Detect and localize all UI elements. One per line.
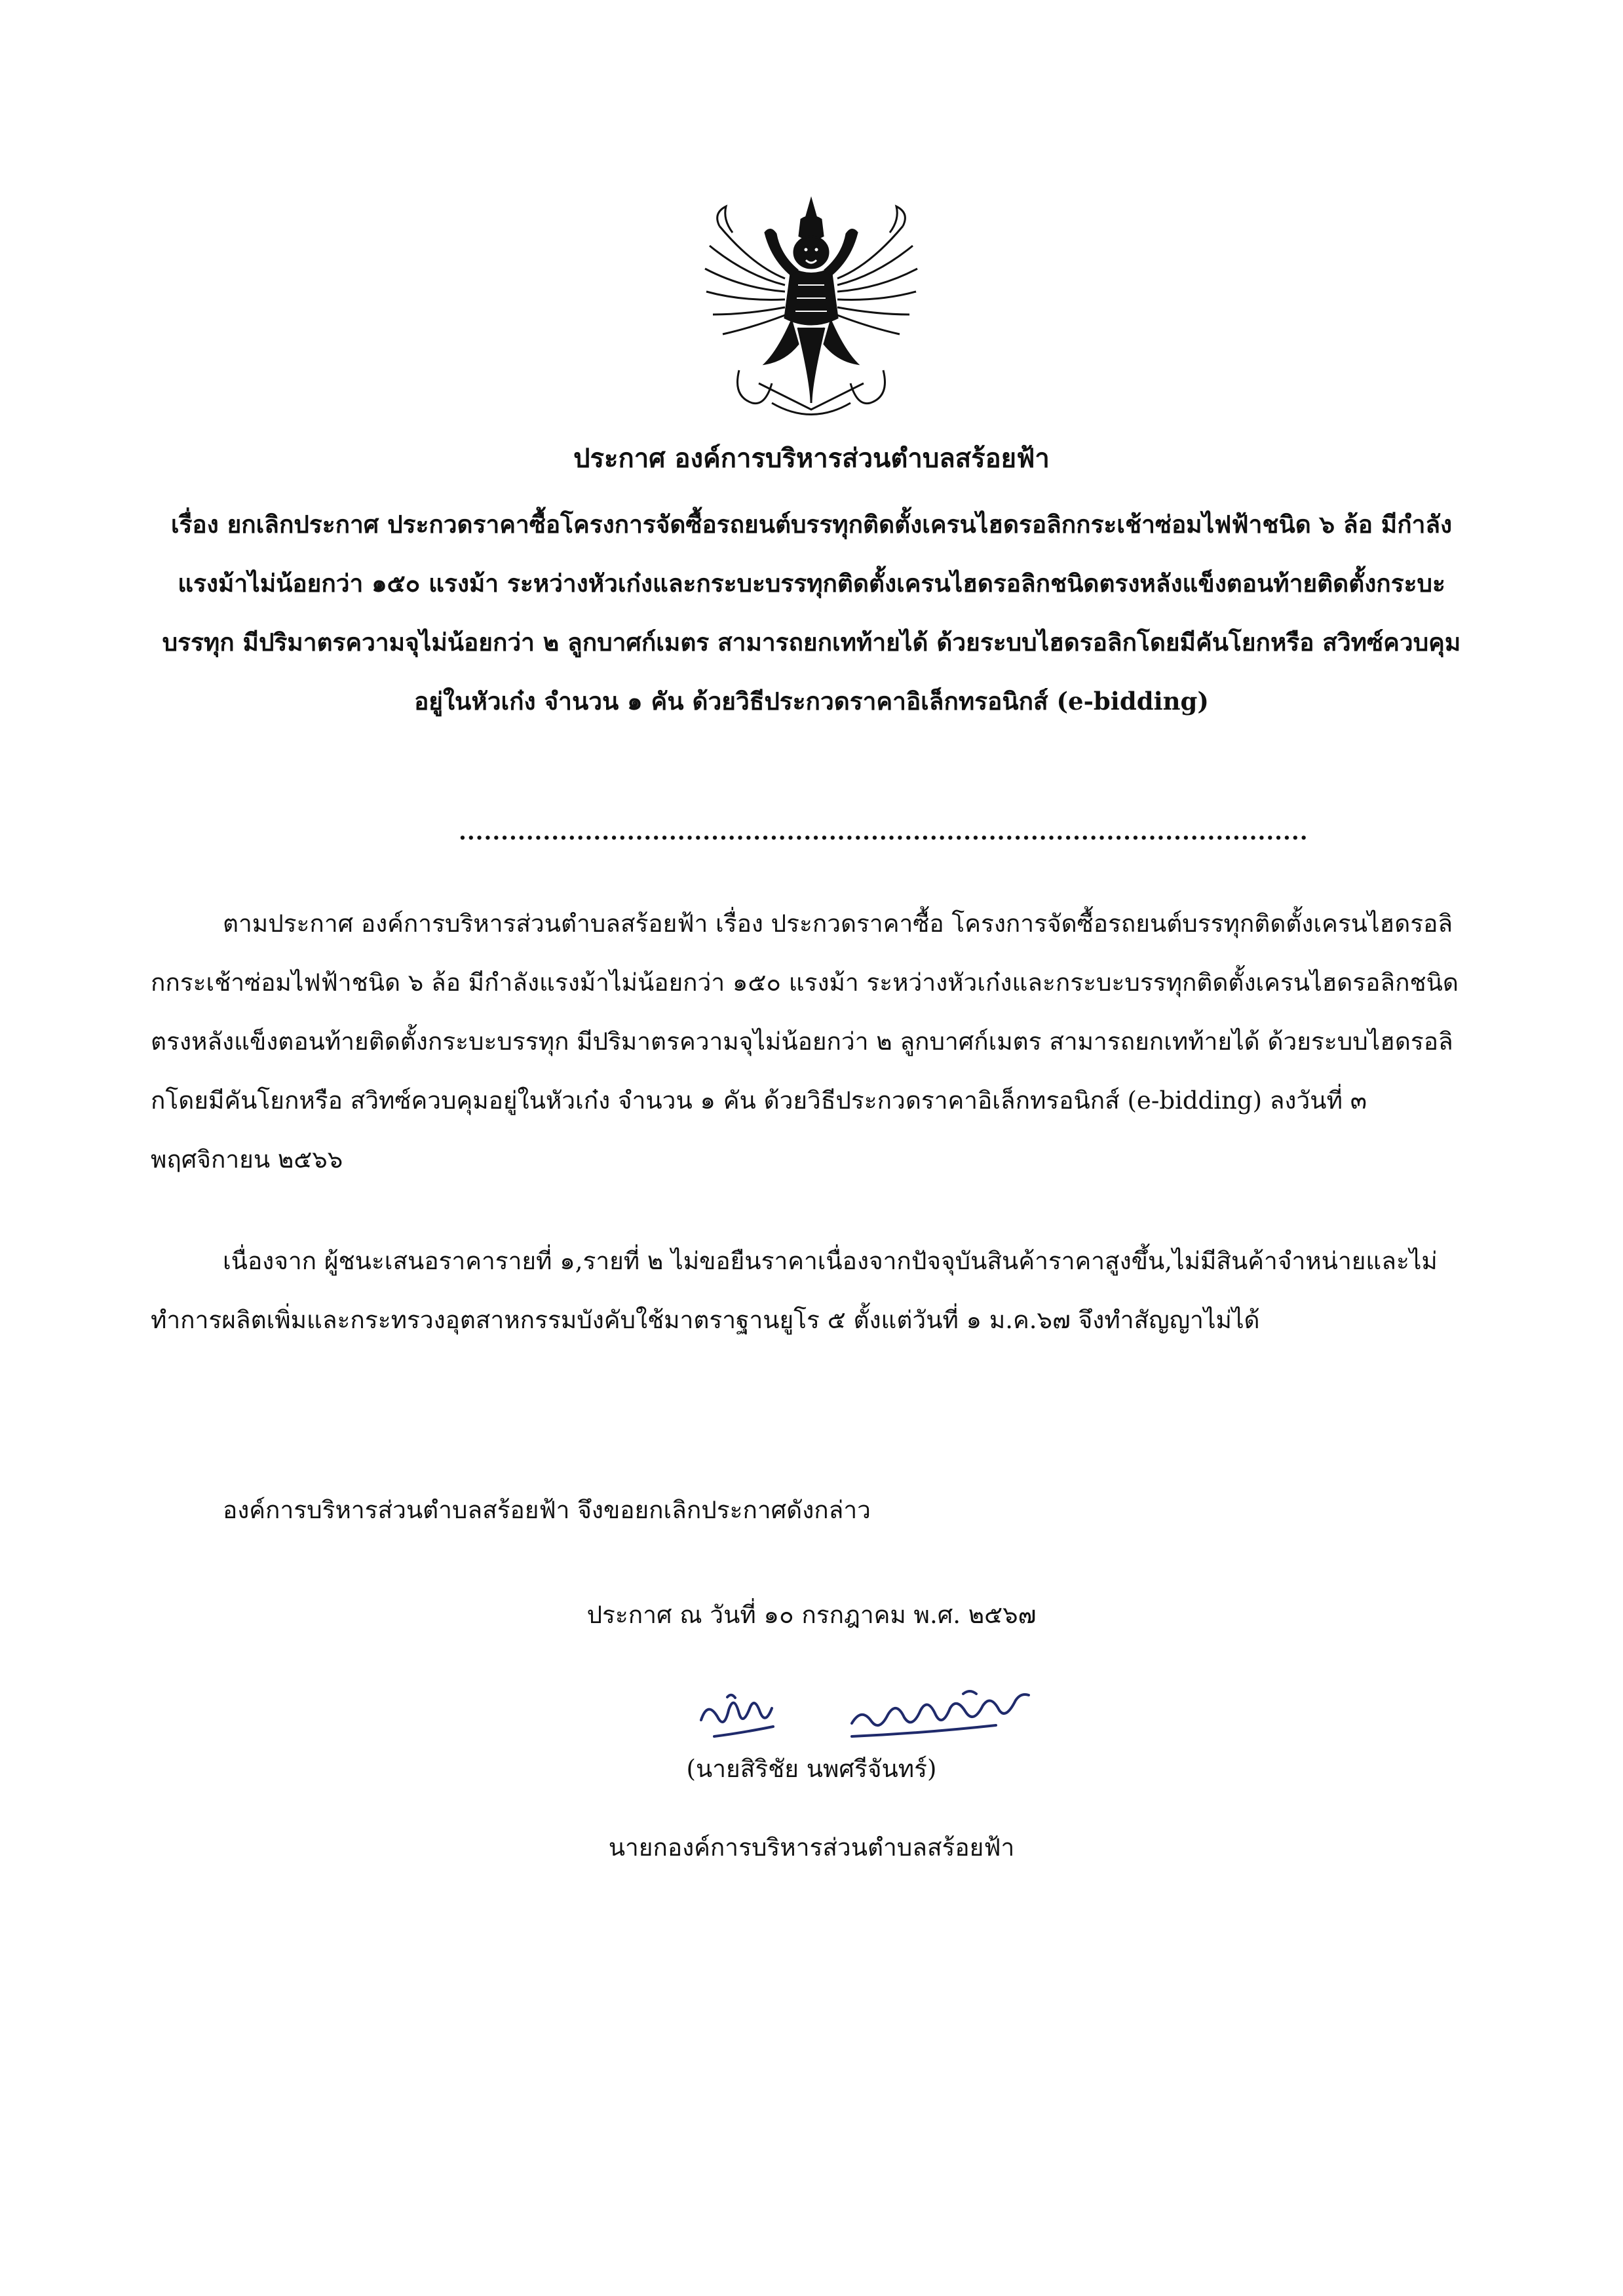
body-paragraph-reason: เนื่องจาก ผู้ชนะเสนอราคารายที่ ๑,รายที่ ๒ ไม่ขอยืนราคาเนื่องจากปัจจุบันสินค้าราคาสูงขึ้น,ไม่มีสินค้าจำหน่ายและไม่ทำการผลิตเพิ่มและกระทรวงอุตสาหกรรมบังคับใช้มาตราฐานยูโร ๕ ตั้งแต่วันที่ ๑ ม.ค.๖๗ จึงทำสัญญาไม่ได้ <box>151 1247 1438 1334</box>
signer-name: (นายสิริชัย นพศรีจันทร์) <box>686 1755 937 1783</box>
announcement-subject: เรื่อง ยกเลิกประกาศ ประกวดราคาซื้อโครงการจัดซื้อรถยนต์บรรทุกติดตั้งเครนไฮดรอลิกกระเช้าซ่อมไฟฟ้าชนิด ๖ ล้อ มีกำลังแรงม้าไม่น้อยกว่า ๑๕๐ แรงม้า ระหว่างหัวเก๋งและกระบะบรรทุกติดตั้งเครนไฮดรอลิกชนิดตรงหลังแข็งตอนท้ายติดตั้งกระบะบรรทุก มีปริมาตรความจุไม่น้อยกว่า ๒ ลูกบาศก์เมตร สามารถยกเทท้ายได้ ด้วยระบบไฮดรอลิกโดยมีคันโยกหรือ สวิทซ์ควบคุมอยู่ในหัวเก๋ง จำนวน ๑ คัน ด้วยวิธีประกวดราคาอิเล็กทรอนิกส์ (e-bidding) <box>162 510 1461 716</box>
announcement-date: ประกาศ ณ วันที่ ๑๐ กรกฎาคม พ.ศ. ๒๕๖๗ <box>586 1601 1037 1629</box>
body-paragraph-cancellation: องค์การบริหารส่วนตำบลสร้อยฟ้า จึงขอยกเลิกประกาศดังกล่าว <box>223 1496 871 1524</box>
garuda-emblem-icon <box>693 187 929 436</box>
signer-position: นายกองค์การบริหารส่วนตำบลสร้อยฟ้า <box>608 1833 1015 1862</box>
dotted-divider: ..................................................................................................... <box>459 819 1308 845</box>
body-paragraph-reference: ตามประกาศ องค์การบริหารส่วนตำบลสร้อยฟ้า เรื่อง ประกวดราคาซื้อ โครงการจัดซื้อรถยนต์บรรทุกติดตั้งเครนไฮดรอลิกกระเช้าซ่อมไฟฟ้าชนิด ๖ ล้อ มีกำลังแรงม้าไม่น้อยกว่า ๑๕๐ แรงม้า ระหว่างหัวเก๋งและกระบะบรรทุกติดตั้งเครนไฮดรอลิกชนิดตรงหลังแข็งตอนท้ายติดตั้งกระบะบรรทุก มีปริมาตรความจุไม่น้อยกว่า ๒ ลูกบาศก์เมตร สามารถยกเทท้ายได้ ด้วยระบบไฮดรอลิกโดยมีคันโยกหรือ สวิทซ์ควบคุมอยู่ในหัวเก๋ง จำนวน ๑ คัน ด้วยวิธีประกวดราคาอิเล็กทรอนิกส์ (e-bidding) ลงวันที่ ๓ พฤศจิกายน ๒๕๖๖ <box>151 909 1459 1174</box>
announcement-title: ประกาศ องค์การบริหารส่วนตำบลสร้อยฟ้า <box>573 443 1050 474</box>
